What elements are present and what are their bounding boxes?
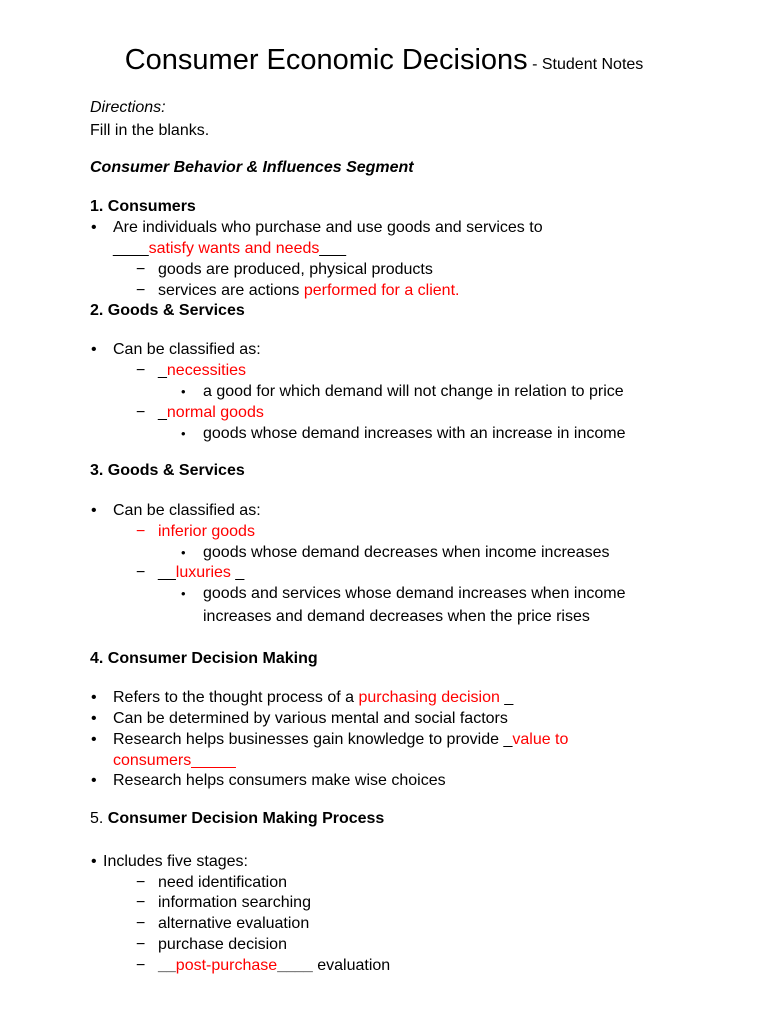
s3-dash-2: [158, 563, 244, 583]
s3-bullet-1: Can be classified as:: [113, 502, 261, 519]
text: services are actions: [158, 282, 304, 299]
directions-label: Directions:: [90, 99, 166, 116]
small-bullet-marker: •: [181, 545, 186, 560]
answer-luxuries: luxuries: [175, 564, 231, 581]
dash-marker: −: [136, 282, 146, 299]
answer-necessities: necessities: [166, 362, 247, 379]
segment-title: Consumer Behavior & Influences Segment: [90, 159, 414, 176]
s1-bullet-1: Are individuals who purchase and use goods and services to: [113, 219, 543, 236]
s3-sub-1: goods whose demand decreases when income increases: [203, 544, 610, 561]
title-main: Consumer Economic Decisions: [124, 44, 528, 76]
small-bullet-marker: •: [181, 586, 186, 601]
s2-dash-2: [158, 403, 264, 423]
dash-marker: −: [136, 894, 146, 911]
blank: __: [158, 564, 176, 581]
text: evaluation: [312, 957, 391, 974]
answer-inferior-goods: inferior goods: [158, 523, 255, 540]
section-5-title: Consumer Decision Making Process: [107, 810, 385, 827]
s4-bullet-3-continued: [113, 751, 236, 771]
s2-dash-1: [158, 361, 246, 381]
s1-dash-1: goods are produced, physical products: [158, 261, 433, 278]
bullet-marker: •: [91, 710, 97, 727]
stage-3: alternative evaluation: [158, 915, 310, 932]
s4-bullet-2: Can be determined by various mental and social factors: [113, 710, 508, 727]
stage-2: information searching: [158, 894, 311, 911]
dash-marker: −: [136, 404, 146, 421]
dash-marker: −: [136, 564, 146, 581]
stage-5: [158, 956, 390, 976]
title-subtitle: - Student Notes: [532, 56, 644, 73]
text: Research helps businesses gain knowledge to provide _: [113, 731, 513, 748]
s3-sub-2-line-2: increases and demand decreases when the price rises: [203, 608, 590, 625]
s2-sub-1: a good for which demand will not change in relation to price: [203, 383, 624, 400]
s1-dash-2: [158, 281, 459, 301]
section-1-heading: 1. Consumers: [90, 198, 196, 215]
bullet-marker: •: [91, 772, 97, 789]
small-bullet-marker: •: [181, 426, 186, 441]
s4-bullet-4: Research helps consumers make wise choices: [113, 772, 446, 789]
dash-marker: −: [136, 874, 146, 891]
answer-post-purchase: post-purchase: [175, 957, 278, 974]
document-title: [0, 44, 768, 77]
section-2-heading: 2. Goods & Services: [90, 302, 245, 319]
section-5-heading: [90, 809, 384, 829]
blank: ____: [277, 957, 313, 974]
directions-text: Fill in the blanks.: [90, 122, 210, 139]
stage-4: purchase decision: [158, 936, 287, 953]
dash-marker: −: [136, 915, 146, 932]
section-5-number: 5.: [90, 810, 108, 827]
dash-marker: −: [136, 362, 146, 379]
section-4-heading: 4. Consumer Decision Making: [90, 650, 318, 667]
bullet-marker: •: [91, 853, 97, 870]
section-3-heading: 3. Goods & Services: [90, 462, 245, 479]
blank: _: [230, 564, 245, 581]
dash-marker: −: [136, 523, 146, 540]
bullet-marker: •: [91, 341, 97, 358]
s3-sub-2-line-1: goods and services whose demand increases when income: [203, 585, 626, 602]
answer-value-to: value to: [512, 731, 569, 748]
text: Refers to the thought process of a: [113, 689, 359, 706]
blank: ____: [113, 240, 149, 257]
dash-marker: −: [136, 936, 146, 953]
bullet-marker: •: [91, 689, 97, 706]
s1-bullet-1-continued: [113, 239, 346, 259]
bullet-marker: •: [91, 502, 97, 519]
dash-marker: −: [136, 261, 146, 278]
dash-marker: −: [136, 957, 146, 974]
stage-1: need identification: [158, 874, 287, 891]
s4-bullet-1: [113, 688, 513, 708]
blank: ___: [319, 240, 347, 257]
answer-performed-for-client: performed for a client.: [303, 282, 460, 299]
bullet-marker: •: [91, 219, 97, 236]
answer-purchasing-decision: purchasing decision: [358, 689, 500, 706]
answer-consumers: consumers: [113, 752, 192, 769]
answer-normal-goods: normal goods: [166, 404, 264, 421]
s2-sub-2: goods whose demand increases with an increase in income: [203, 425, 626, 442]
s5-bullet-1: Includes five stages:: [103, 853, 248, 870]
s2-bullet-1: Can be classified as:: [113, 341, 261, 358]
small-bullet-marker: •: [181, 384, 186, 399]
bullet-marker: •: [91, 731, 97, 748]
answer-satisfy-wants: satisfy wants and needs: [148, 240, 320, 257]
s4-bullet-3: [113, 730, 568, 750]
blank: __: [158, 957, 176, 974]
blank: _____: [191, 752, 236, 769]
blank: _: [158, 362, 167, 379]
blank: _: [499, 689, 514, 706]
blank: _: [158, 404, 167, 421]
